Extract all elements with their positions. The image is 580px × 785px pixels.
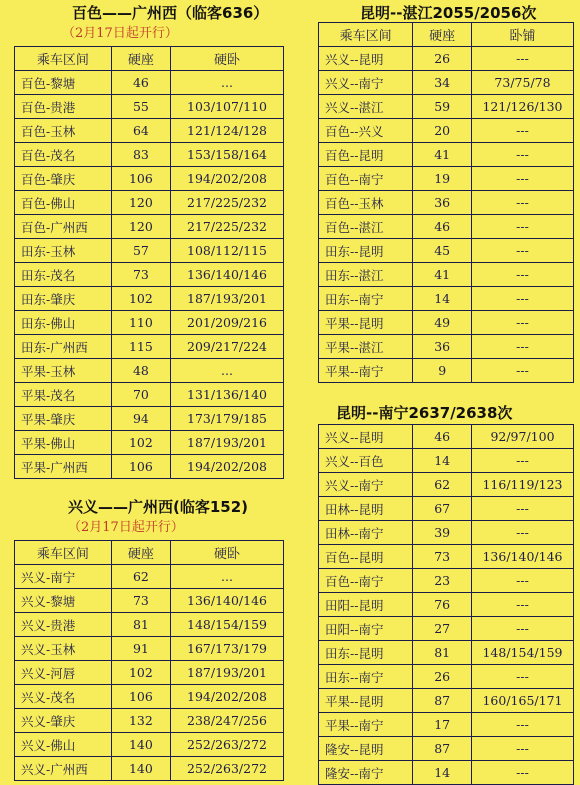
sleeper-fare-cell: 136/140/146 xyxy=(171,589,284,613)
fare-table xyxy=(14,46,284,479)
seat-fare-cell: 26 xyxy=(413,665,472,689)
table-subtitle: （2月17日起开行） xyxy=(62,26,178,41)
seat-fare-cell: 140 xyxy=(111,757,170,781)
table-row xyxy=(319,593,574,617)
seat-fare-cell: 14 xyxy=(413,761,472,785)
sleeper-fare-cell: 201/209/216 xyxy=(171,311,284,335)
sleeper-fare-cell: 148/154/159 xyxy=(171,613,284,637)
route-cell: 百色-佛山 xyxy=(15,191,112,215)
table-subtitle: （2月17日起开行） xyxy=(68,520,184,535)
sleeper-fare-cell: 103/107/110 xyxy=(171,95,284,119)
table-title: 昆明--南宁2637/2638次 xyxy=(336,404,513,422)
route-cell: 兴义-南宁 xyxy=(15,565,112,589)
route-cell: 兴义-河唇 xyxy=(15,661,112,685)
sleeper-fare-cell: 121/126/130 xyxy=(471,95,573,119)
table-row xyxy=(15,215,284,239)
route-cell: 平果--南宁 xyxy=(319,713,413,737)
table-row xyxy=(15,239,284,263)
route-cell: 田林--昆明 xyxy=(319,497,413,521)
seat-fare-cell: 94 xyxy=(111,407,170,431)
table-row xyxy=(319,617,574,641)
route-cell: 兴义--南宁 xyxy=(319,473,413,497)
sleeper-fare-cell: 173/179/185 xyxy=(171,407,284,431)
table-row xyxy=(15,661,284,685)
sleeper-fare-cell: 238/247/256 xyxy=(171,709,284,733)
seat-fare-cell: 120 xyxy=(111,215,170,239)
seat-fare-cell: 62 xyxy=(413,473,472,497)
table-row xyxy=(15,383,284,407)
seat-fare-cell: 76 xyxy=(413,593,472,617)
route-cell: 田东--昆明 xyxy=(319,641,413,665)
seat-fare-cell: 106 xyxy=(111,455,170,479)
seat-fare-cell: 102 xyxy=(111,287,170,311)
table-row xyxy=(15,263,284,287)
seat-fare-cell: 46 xyxy=(413,215,472,239)
sleeper-fare-cell: --- xyxy=(471,359,573,383)
seat-fare-cell: 48 xyxy=(111,359,170,383)
seat-fare-cell: 140 xyxy=(111,733,170,757)
route-cell: 兴义-肇庆 xyxy=(15,709,112,733)
route-cell: 百色-茂名 xyxy=(15,143,112,167)
seat-fare-cell: 102 xyxy=(111,661,170,685)
seat-fare-cell: 59 xyxy=(413,95,472,119)
seat-fare-cell: 36 xyxy=(413,335,472,359)
route-cell: 田东--昆明 xyxy=(319,239,413,263)
route-cell: 百色--昆明 xyxy=(319,143,413,167)
fare-table xyxy=(318,22,574,383)
table-row xyxy=(15,709,284,733)
column-header: 乘车区间 xyxy=(319,23,413,47)
seat-fare-cell: 106 xyxy=(111,685,170,709)
sleeper-fare-cell: --- xyxy=(471,761,573,785)
seat-fare-cell: 34 xyxy=(413,71,472,95)
table-row xyxy=(15,613,284,637)
fare-table xyxy=(318,424,574,785)
table-row xyxy=(15,407,284,431)
sleeper-fare-cell: --- xyxy=(471,497,573,521)
seat-fare-cell: 55 xyxy=(111,95,170,119)
sleeper-fare-cell: 108/112/115 xyxy=(171,239,284,263)
seat-fare-cell: 73 xyxy=(111,589,170,613)
column-header: 硬座 xyxy=(111,541,170,565)
column-header: 硬卧 xyxy=(171,541,284,565)
route-cell: 百色-黎塘 xyxy=(15,71,112,95)
route-cell: 田东-茂名 xyxy=(15,263,112,287)
route-cell: 兴义-玉林 xyxy=(15,637,112,661)
route-cell: 兴义--南宁 xyxy=(319,71,413,95)
route-cell: 平果--昆明 xyxy=(319,689,413,713)
sleeper-fare-cell: --- xyxy=(471,521,573,545)
column-header: 乘车区间 xyxy=(15,541,112,565)
table-row xyxy=(319,449,574,473)
seat-fare-cell: 41 xyxy=(413,263,472,287)
table-row xyxy=(319,287,574,311)
seat-fare-cell: 26 xyxy=(413,47,472,71)
route-cell: 平果--湛江 xyxy=(319,335,413,359)
seat-fare-cell: 49 xyxy=(413,311,472,335)
sleeper-fare-cell: ... xyxy=(171,359,284,383)
sleeper-fare-cell: --- xyxy=(471,239,573,263)
table-row xyxy=(15,733,284,757)
column-header: 硬座 xyxy=(413,23,472,47)
seat-fare-cell: 39 xyxy=(413,521,472,545)
route-cell: 田东--湛江 xyxy=(319,263,413,287)
sleeper-fare-cell: 194/202/208 xyxy=(171,685,284,709)
sleeper-fare-cell: 73/75/78 xyxy=(471,71,573,95)
route-cell: 平果--南宁 xyxy=(319,359,413,383)
sleeper-fare-cell: 153/158/164 xyxy=(171,143,284,167)
sleeper-fare-cell: ... xyxy=(171,71,284,95)
sleeper-fare-cell: 136/140/146 xyxy=(471,545,573,569)
sleeper-fare-cell: 194/202/208 xyxy=(171,455,284,479)
table-header-row xyxy=(15,541,284,565)
sleeper-fare-cell: 187/193/201 xyxy=(171,287,284,311)
table-row xyxy=(319,665,574,689)
table-row xyxy=(319,425,574,449)
seat-fare-cell: 115 xyxy=(111,335,170,359)
route-cell: 百色--昆明 xyxy=(319,545,413,569)
sleeper-fare-cell: 116/119/123 xyxy=(471,473,573,497)
table-row xyxy=(15,431,284,455)
sleeper-fare-cell: 136/140/146 xyxy=(171,263,284,287)
table-row xyxy=(319,143,574,167)
seat-fare-cell: 120 xyxy=(111,191,170,215)
seat-fare-cell: 17 xyxy=(413,713,472,737)
table-row xyxy=(15,637,284,661)
table-row xyxy=(319,761,574,785)
table-row xyxy=(319,359,574,383)
seat-fare-cell: 91 xyxy=(111,637,170,661)
sleeper-fare-cell: 252/263/272 xyxy=(171,733,284,757)
table-row xyxy=(15,167,284,191)
route-cell: 田阳--昆明 xyxy=(319,593,413,617)
table-row xyxy=(319,191,574,215)
sleeper-fare-cell: --- xyxy=(471,215,573,239)
route-cell: 田东-肇庆 xyxy=(15,287,112,311)
seat-fare-cell: 62 xyxy=(111,565,170,589)
route-cell: 平果-茂名 xyxy=(15,383,112,407)
table-row xyxy=(15,287,284,311)
table-row xyxy=(319,335,574,359)
fare-table xyxy=(14,540,284,781)
sleeper-fare-cell: --- xyxy=(471,665,573,689)
route-cell: 兴义--湛江 xyxy=(319,95,413,119)
column-header: 卧铺 xyxy=(471,23,573,47)
seat-fare-cell: 67 xyxy=(413,497,472,521)
seat-fare-cell: 46 xyxy=(413,425,472,449)
seat-fare-cell: 81 xyxy=(413,641,472,665)
route-cell: 百色-贵港 xyxy=(15,95,112,119)
sleeper-fare-cell: --- xyxy=(471,143,573,167)
seat-fare-cell: 81 xyxy=(111,613,170,637)
table-row xyxy=(15,71,284,95)
sleeper-fare-cell: --- xyxy=(471,335,573,359)
seat-fare-cell: 83 xyxy=(111,143,170,167)
route-cell: 平果-玉林 xyxy=(15,359,112,383)
sleeper-fare-cell: 121/124/128 xyxy=(171,119,284,143)
sleeper-fare-cell: 187/193/201 xyxy=(171,431,284,455)
seat-fare-cell: 87 xyxy=(413,737,472,761)
table-header-row xyxy=(319,23,574,47)
seat-fare-cell: 70 xyxy=(111,383,170,407)
sleeper-fare-cell: 209/217/224 xyxy=(171,335,284,359)
seat-fare-cell: 46 xyxy=(111,71,170,95)
route-cell: 百色--玉林 xyxy=(319,191,413,215)
route-cell: 隆安--昆明 xyxy=(319,737,413,761)
seat-fare-cell: 9 xyxy=(413,359,472,383)
column-header: 硬座 xyxy=(111,47,170,71)
route-cell: 田东-佛山 xyxy=(15,311,112,335)
table-row xyxy=(319,689,574,713)
sleeper-fare-cell: --- xyxy=(471,287,573,311)
sleeper-fare-cell: ... xyxy=(171,565,284,589)
seat-fare-cell: 20 xyxy=(413,119,472,143)
route-cell: 平果--昆明 xyxy=(319,311,413,335)
seat-fare-cell: 23 xyxy=(413,569,472,593)
table-row xyxy=(319,713,574,737)
route-cell: 田林--南宁 xyxy=(319,521,413,545)
seat-fare-cell: 19 xyxy=(413,167,472,191)
table-title: 兴义——广州西(临客152) xyxy=(68,498,249,516)
route-cell: 田东-广州西 xyxy=(15,335,112,359)
table-row xyxy=(319,47,574,71)
route-cell: 兴义--昆明 xyxy=(319,425,413,449)
seat-fare-cell: 102 xyxy=(111,431,170,455)
table-row xyxy=(319,311,574,335)
table-row xyxy=(319,473,574,497)
route-cell: 百色--南宁 xyxy=(319,569,413,593)
route-cell: 百色--兴义 xyxy=(319,119,413,143)
route-cell: 田阳--南宁 xyxy=(319,617,413,641)
route-cell: 兴义-茂名 xyxy=(15,685,112,709)
table-title: 昆明--湛江2055/2056次 xyxy=(360,4,537,22)
table-row xyxy=(15,95,284,119)
column-header: 乘车区间 xyxy=(15,47,112,71)
sleeper-fare-cell: 217/225/232 xyxy=(171,191,284,215)
route-cell: 兴义-广州西 xyxy=(15,757,112,781)
sleeper-fare-cell: --- xyxy=(471,737,573,761)
sleeper-fare-cell: --- xyxy=(471,449,573,473)
table-row xyxy=(319,119,574,143)
seat-fare-cell: 110 xyxy=(111,311,170,335)
table-row xyxy=(319,263,574,287)
route-cell: 兴义-佛山 xyxy=(15,733,112,757)
sleeper-fare-cell: 131/136/140 xyxy=(171,383,284,407)
table-title: 百色——广州西（临客636） xyxy=(72,4,269,22)
sleeper-fare-cell: --- xyxy=(471,167,573,191)
seat-fare-cell: 132 xyxy=(111,709,170,733)
table-row xyxy=(319,737,574,761)
sleeper-fare-cell: 92/97/100 xyxy=(471,425,573,449)
sleeper-fare-cell: --- xyxy=(471,593,573,617)
table-header-row xyxy=(15,47,284,71)
table-row xyxy=(15,311,284,335)
table-row xyxy=(15,455,284,479)
sleeper-fare-cell: 194/202/208 xyxy=(171,167,284,191)
seat-fare-cell: 41 xyxy=(413,143,472,167)
sleeper-fare-cell: --- xyxy=(471,47,573,71)
table-row xyxy=(15,757,284,781)
route-cell: 田东--南宁 xyxy=(319,287,413,311)
table-row xyxy=(319,167,574,191)
seat-fare-cell: 73 xyxy=(413,545,472,569)
route-cell: 兴义--百色 xyxy=(319,449,413,473)
route-cell: 百色-肇庆 xyxy=(15,167,112,191)
route-cell: 隆安--南宁 xyxy=(319,761,413,785)
route-cell: 田东--南宁 xyxy=(319,665,413,689)
route-cell: 百色--湛江 xyxy=(319,215,413,239)
column-header: 硬卧 xyxy=(171,47,284,71)
seat-fare-cell: 73 xyxy=(111,263,170,287)
route-cell: 平果-肇庆 xyxy=(15,407,112,431)
sleeper-fare-cell: 187/193/201 xyxy=(171,661,284,685)
seat-fare-cell: 45 xyxy=(413,239,472,263)
seat-fare-cell: 106 xyxy=(111,167,170,191)
route-cell: 百色-玉林 xyxy=(15,119,112,143)
table-row xyxy=(319,569,574,593)
table-row xyxy=(319,545,574,569)
route-cell: 百色--南宁 xyxy=(319,167,413,191)
table-row xyxy=(15,589,284,613)
table-row xyxy=(15,359,284,383)
route-cell: 兴义-贵港 xyxy=(15,613,112,637)
seat-fare-cell: 27 xyxy=(413,617,472,641)
seat-fare-cell: 87 xyxy=(413,689,472,713)
route-cell: 平果-广州西 xyxy=(15,455,112,479)
route-cell: 田东-玉林 xyxy=(15,239,112,263)
sleeper-fare-cell: 160/165/171 xyxy=(471,689,573,713)
sleeper-fare-cell: 148/154/159 xyxy=(471,641,573,665)
sleeper-fare-cell: 217/225/232 xyxy=(171,215,284,239)
table-row xyxy=(15,119,284,143)
table-row xyxy=(15,143,284,167)
route-cell: 平果-佛山 xyxy=(15,431,112,455)
table-row xyxy=(15,335,284,359)
table-row xyxy=(319,497,574,521)
sleeper-fare-cell: --- xyxy=(471,263,573,287)
table-row xyxy=(319,521,574,545)
table-row xyxy=(319,239,574,263)
sleeper-fare-cell: 252/263/272 xyxy=(171,757,284,781)
route-cell: 兴义--昆明 xyxy=(319,47,413,71)
table-row xyxy=(15,565,284,589)
seat-fare-cell: 36 xyxy=(413,191,472,215)
sleeper-fare-cell: --- xyxy=(471,119,573,143)
seat-fare-cell: 57 xyxy=(111,239,170,263)
sleeper-fare-cell: 167/173/179 xyxy=(171,637,284,661)
sleeper-fare-cell: --- xyxy=(471,617,573,641)
table-row xyxy=(319,641,574,665)
seat-fare-cell: 64 xyxy=(111,119,170,143)
table-row xyxy=(319,95,574,119)
sleeper-fare-cell: --- xyxy=(471,191,573,215)
route-cell: 百色-广州西 xyxy=(15,215,112,239)
seat-fare-cell: 14 xyxy=(413,287,472,311)
seat-fare-cell: 14 xyxy=(413,449,472,473)
sleeper-fare-cell: --- xyxy=(471,311,573,335)
table-row xyxy=(15,685,284,709)
sleeper-fare-cell: --- xyxy=(471,713,573,737)
sleeper-fare-cell: --- xyxy=(471,569,573,593)
table-row xyxy=(319,71,574,95)
table-row xyxy=(15,191,284,215)
table-row xyxy=(319,215,574,239)
route-cell: 兴义-黎塘 xyxy=(15,589,112,613)
